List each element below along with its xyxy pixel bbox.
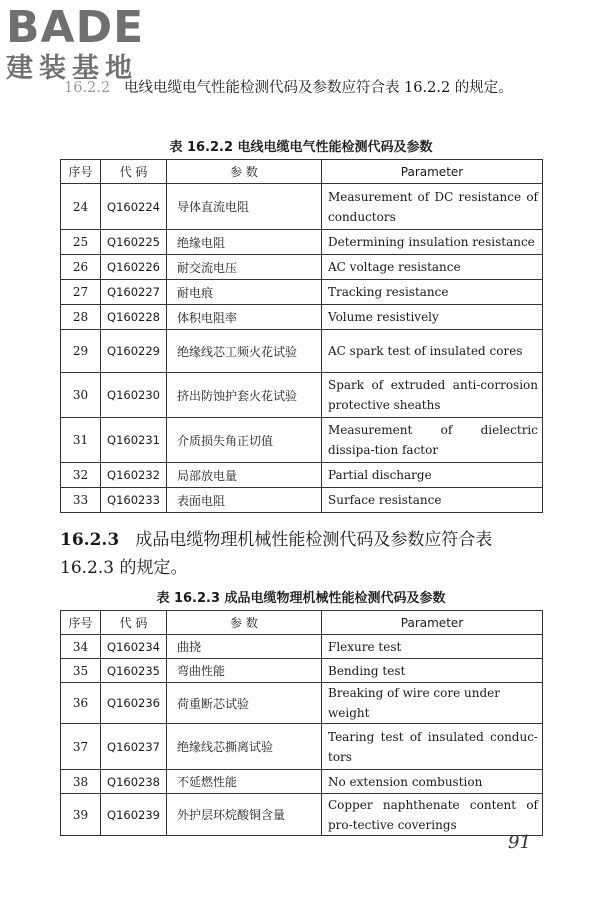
cell-parameter-en: Flexure test [322, 635, 543, 659]
section-16-2-2-paragraph [60, 76, 542, 100]
cell-param: 不延燃性能 [167, 770, 322, 794]
table-row [61, 724, 543, 770]
cell-param: 外护层环烷酸铜含量 [167, 794, 322, 836]
logo-wordmark: BADE [6, 2, 145, 53]
cell-code: Q160234 [101, 635, 167, 659]
table-row [61, 305, 543, 330]
cell-param: 荷重断芯试验 [167, 683, 322, 724]
cell-no: 38 [61, 770, 101, 794]
cell-code: Q160227 [101, 280, 167, 305]
cell-no: 26 [61, 255, 101, 280]
cell-param: 绝缘线芯撕离试验 [167, 724, 322, 770]
cell-no: 24 [61, 184, 101, 230]
cell-no: 31 [61, 418, 101, 463]
cell-code: Q160229 [101, 330, 167, 373]
cell-no: 27 [61, 280, 101, 305]
cell-param: 挤出防蚀护套火花试验 [167, 373, 322, 418]
table-row [61, 659, 543, 683]
section-16-2-3-paragraph [60, 526, 542, 582]
table-row [61, 280, 543, 305]
table-row [61, 373, 543, 418]
cell-code: Q160226 [101, 255, 167, 280]
cell-parameter-en: Surface resistance [322, 488, 543, 513]
col-header-code: 代 码 [101, 611, 167, 635]
table-row [61, 255, 543, 280]
cell-parameter-en: Determining insulation resistance [322, 230, 543, 255]
table-header-row [61, 611, 543, 635]
cell-parameter-en: Spark of extruded anti-corrosion protective sheaths [322, 373, 543, 418]
col-header-param: 参 数 [167, 611, 322, 635]
table-16-2-3-title: 表 16.2.3 成品电缆物理机械性能检测代码及参数 [156, 591, 446, 606]
cell-parameter-en: Tracking resistance [322, 280, 543, 305]
cell-code: Q160235 [101, 659, 167, 683]
cell-no: 32 [61, 463, 101, 488]
brand-logo [6, 4, 176, 86]
cell-no: 39 [61, 794, 101, 836]
cell-param: 介质损失角正切值 [167, 418, 322, 463]
table-row [61, 418, 543, 463]
cell-parameter-en: Partial discharge [322, 463, 543, 488]
table-row [61, 230, 543, 255]
table-16-2-3 [60, 610, 543, 836]
cell-param: 耐交流电压 [167, 255, 322, 280]
col-header-param: 参 数 [167, 160, 322, 184]
cell-no: 34 [61, 635, 101, 659]
cell-code: Q160238 [101, 770, 167, 794]
cell-parameter-en: Breaking of wire core under weight [322, 683, 543, 724]
col-header-parameter-en: Parameter [322, 160, 543, 184]
logo-subtitle: 建装基地 [6, 53, 138, 84]
table-row [61, 488, 543, 513]
cell-parameter-en: Measurement of DC resistance of conductors [322, 184, 543, 230]
cell-no: 29 [61, 330, 101, 373]
cell-parameter-en: Volume resistively [322, 305, 543, 330]
cell-code: Q160236 [101, 683, 167, 724]
cell-no: 25 [61, 230, 101, 255]
col-header-code: 代 码 [101, 160, 167, 184]
table-row [61, 635, 543, 659]
cell-no: 28 [61, 305, 101, 330]
section-text: 电线电缆电气性能检测代码及参数应符合表 16.2.2 的规定。 [123, 80, 513, 96]
table-row [61, 770, 543, 794]
cell-code: Q160228 [101, 305, 167, 330]
page-number: 91 [508, 832, 531, 853]
cell-param: 曲挠 [167, 635, 322, 659]
col-header-no: 序号 [61, 160, 101, 184]
table-16-2-2 [60, 159, 543, 513]
col-header-no: 序号 [61, 611, 101, 635]
cell-no: 33 [61, 488, 101, 513]
section-number: 16.2.3 [60, 530, 120, 550]
cell-param: 耐电痕 [167, 280, 322, 305]
cell-param: 绝缘电阻 [167, 230, 322, 255]
cell-parameter-en: Tearing test of insulated conduc-tors [322, 724, 543, 770]
table-16-2-2-title: 表 16.2.2 电线电缆电气性能检测代码及参数 [169, 140, 433, 155]
cell-param: 导体直流电阻 [167, 184, 322, 230]
table-header-row [61, 160, 543, 184]
cell-param: 局部放电量 [167, 463, 322, 488]
cell-param: 绝缘线芯工频火花试验 [167, 330, 322, 373]
cell-code: Q160230 [101, 373, 167, 418]
cell-param: 表面电阻 [167, 488, 322, 513]
cell-no: 36 [61, 683, 101, 724]
col-header-parameter-en: Parameter [322, 611, 543, 635]
cell-code: Q160231 [101, 418, 167, 463]
cell-parameter-en: AC voltage resistance [322, 255, 543, 280]
cell-parameter-en: Measurement of dielectric dissipa-tion factor [322, 418, 543, 463]
cell-no: 37 [61, 724, 101, 770]
cell-no: 35 [61, 659, 101, 683]
table-row [61, 463, 543, 488]
cell-param: 体积电阻率 [167, 305, 322, 330]
table-row [61, 330, 543, 373]
cell-code: Q160233 [101, 488, 167, 513]
cell-param: 弯曲性能 [167, 659, 322, 683]
cell-parameter-en: Copper naphthenate content of pro-tective coverings [322, 794, 543, 836]
table-row [61, 794, 543, 836]
cell-code: Q160225 [101, 230, 167, 255]
cell-code: Q160232 [101, 463, 167, 488]
cell-parameter-en: No extension combustion [322, 770, 543, 794]
section-text: 成品电缆物理机械性能检测代码及参数应符合表 16.2.3 的规定。 [60, 530, 493, 578]
table-row [61, 184, 543, 230]
cell-code: Q160237 [101, 724, 167, 770]
table-row [61, 683, 543, 724]
cell-parameter-en: AC spark test of insulated cores [322, 330, 543, 373]
cell-no: 30 [61, 373, 101, 418]
cell-parameter-en: Bending test [322, 659, 543, 683]
section-number: 16.2.2 [64, 80, 111, 96]
cell-code: Q160239 [101, 794, 167, 836]
cell-code: Q160224 [101, 184, 167, 230]
